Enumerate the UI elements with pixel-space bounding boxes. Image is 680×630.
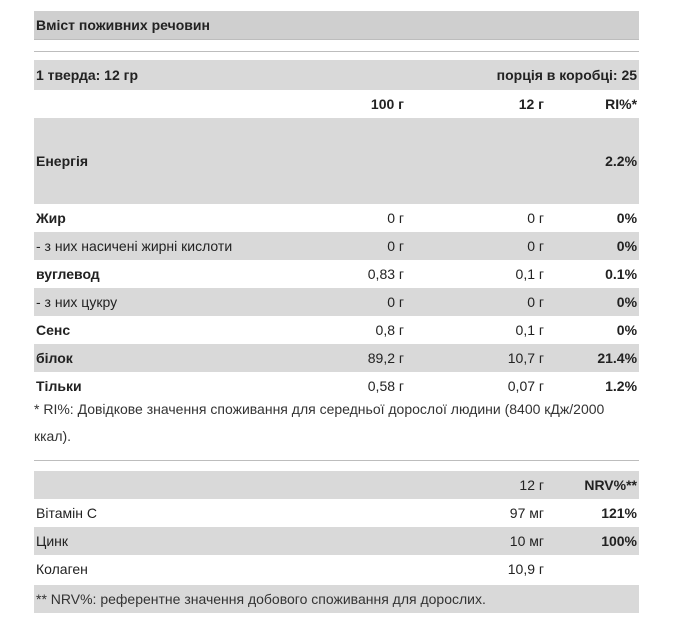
nutrient-serving: 0 г bbox=[406, 288, 546, 316]
nutrient-serving: 0 г bbox=[406, 232, 546, 260]
nutrient-row bbox=[34, 260, 639, 288]
vitamin-nrv: 121% bbox=[601, 505, 637, 521]
nutrient-ri: 1.2% bbox=[605, 378, 638, 394]
vitamin-serving: 10,9 г bbox=[507, 561, 544, 577]
nutrient-ri: 0% bbox=[546, 232, 639, 260]
energy-label: Енергія bbox=[34, 118, 304, 204]
vitamins-header-row bbox=[34, 471, 639, 499]
nutrient-ri: 0.1% bbox=[605, 266, 638, 282]
nutrient-serving: 10,7 г bbox=[406, 344, 546, 372]
nutrient-name: білок bbox=[34, 344, 304, 372]
vitamin-row bbox=[34, 499, 639, 527]
serving-row bbox=[34, 60, 639, 90]
nutrient-per100: 0 г bbox=[304, 288, 406, 316]
nutrient-per100: 0 г bbox=[387, 210, 405, 226]
nutrient-row bbox=[34, 204, 639, 232]
vitamin-serving: 10 мг bbox=[406, 527, 546, 555]
vitamin-name: Вітамін C bbox=[36, 505, 97, 521]
nutrient-name: Жир bbox=[36, 210, 66, 226]
nutrient-ri: 0% bbox=[616, 322, 638, 338]
vitamin-row bbox=[34, 527, 639, 555]
nutrient-per100: 0,8 г bbox=[375, 322, 405, 338]
servings-per-box: порція в коробці: 25 bbox=[406, 60, 639, 90]
nutrient-serving: 0 г bbox=[527, 210, 545, 226]
nrv-footnote: ** NRV%: референтне значення добового споживання для дорослих. bbox=[34, 585, 639, 613]
nutrient-per100: 0 г bbox=[304, 232, 406, 260]
nutrient-row bbox=[34, 232, 639, 260]
header-vitamin-serving: 12 г bbox=[406, 471, 546, 499]
energy-ri: 2.2% bbox=[546, 118, 639, 204]
serving-size: 1 тверда: 12 гр bbox=[34, 60, 406, 90]
nutrient-serving: 0,07 г bbox=[507, 378, 545, 394]
vitamin-name: Колаген bbox=[36, 561, 88, 577]
nutrient-serving: 0,1 г bbox=[515, 266, 545, 282]
energy-value bbox=[304, 118, 546, 204]
nutrient-name: вуглевод bbox=[36, 266, 100, 282]
vitamin-nrv bbox=[546, 555, 639, 583]
nutrient-name: Сенс bbox=[36, 322, 71, 338]
header-nrv: NRV%** bbox=[546, 471, 639, 499]
nutrient-ri: 0% bbox=[546, 288, 639, 316]
section-title: Вміст поживних речовин bbox=[34, 11, 639, 40]
nutrient-per100: 89,2 г bbox=[304, 344, 406, 372]
nutrient-serving: 0,1 г bbox=[515, 322, 545, 338]
nutrient-per100: 0,58 г bbox=[367, 378, 405, 394]
nutrient-row bbox=[34, 316, 639, 344]
nutrient-per100: 0,83 г bbox=[367, 266, 405, 282]
vitamin-nrv: 100% bbox=[546, 527, 639, 555]
nutrient-row bbox=[34, 344, 639, 372]
nutrient-ri: 21.4% bbox=[546, 344, 639, 372]
nutrient-ri: 0% bbox=[616, 210, 638, 226]
ri-footnote: * RI%: Довідкове значення споживання для середньої дорослої людини (8400 кДж/2000 ккал). bbox=[34, 401, 605, 444]
nutrient-name: - з них насичені жирні кислоти bbox=[34, 232, 304, 260]
energy-row bbox=[34, 118, 639, 204]
vitamin-serving: 97 мг bbox=[509, 505, 544, 521]
divider bbox=[34, 51, 639, 52]
vitamin-row bbox=[34, 555, 639, 583]
nutrition-header-row bbox=[34, 90, 639, 118]
vitamin-name: Цинк bbox=[34, 527, 406, 555]
header-per-serving: 12 г bbox=[518, 96, 545, 112]
nutrient-name: Тільки bbox=[36, 378, 82, 394]
nutrition-table bbox=[34, 60, 639, 400]
header-per-100g: 100 г bbox=[370, 96, 405, 112]
nutrient-row bbox=[34, 288, 639, 316]
header-ri: RI%* bbox=[605, 96, 638, 112]
vitamins-table bbox=[34, 471, 639, 583]
divider bbox=[34, 460, 639, 461]
nutrient-name: - з них цукру bbox=[34, 288, 304, 316]
